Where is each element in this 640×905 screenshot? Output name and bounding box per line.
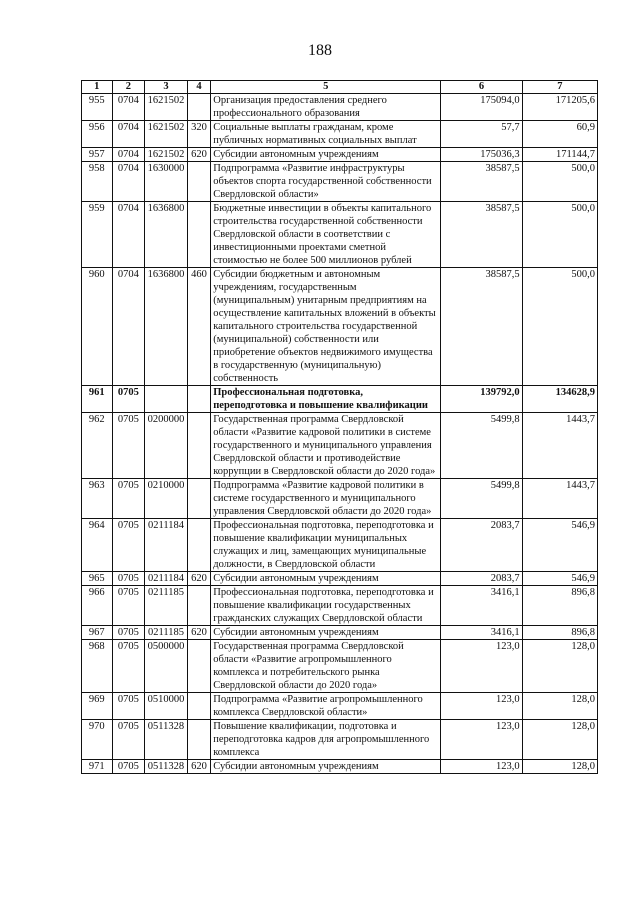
description-cell: Организация предоставления среднего профессионального образования [211, 94, 441, 121]
description-cell: Субсидии бюджетным и автономным учреждениям, государственным (муниципальным) унитарным предприятиям на осуществление капитальных вложений в объекты капитального строительства государственной (муниципальной) собственности или приобретение объектов недвижимого имущества в государственную (муниципальную) собственность [211, 268, 441, 386]
description-cell: Субсидии автономным учреждениям [211, 760, 441, 774]
amount-year2-cell: 171205,6 [522, 94, 597, 121]
section-code-cell: 0705 [112, 572, 145, 586]
table-row [82, 386, 598, 413]
amount-year1-cell: 175094,0 [441, 94, 522, 121]
amount-year2-cell: 896,8 [522, 626, 597, 640]
section-code-cell: 0704 [112, 148, 145, 162]
expense-type-cell: 620 [187, 626, 210, 640]
amount-year2-cell: 500,0 [522, 202, 597, 268]
page-number: 188 [308, 42, 332, 59]
target-code-cell: 0211185 [145, 626, 188, 640]
description-cell: Субсидии автономным учреждениям [211, 626, 441, 640]
section-code-cell: 0704 [112, 268, 145, 386]
table-header-row [82, 81, 598, 94]
amount-year1-cell: 38587,5 [441, 162, 522, 202]
target-code-cell: 1636800 [145, 202, 188, 268]
expense-type-cell [187, 386, 210, 413]
amount-year1-cell: 139792,0 [441, 386, 522, 413]
section-code-cell: 0705 [112, 479, 145, 519]
amount-year1-cell: 123,0 [441, 640, 522, 693]
expense-type-cell: 320 [187, 121, 210, 148]
expense-type-cell [187, 202, 210, 268]
expense-type-cell [187, 519, 210, 572]
description-cell: Подпрограмма «Развитие кадровой политики в системе государственного и муниципального управления Свердловской области до 2020 года» [211, 479, 441, 519]
amount-year2-cell: 128,0 [522, 693, 597, 720]
expense-type-cell: 620 [187, 572, 210, 586]
table-row [82, 760, 598, 774]
amount-year2-cell: 128,0 [522, 720, 597, 760]
amount-year1-cell: 2083,7 [441, 519, 522, 572]
table-row [82, 162, 598, 202]
amount-year1-cell: 2083,7 [441, 572, 522, 586]
section-code-cell: 0705 [112, 586, 145, 626]
amount-year1-cell: 3416,1 [441, 626, 522, 640]
row-number-cell: 961 [82, 386, 113, 413]
row-number-cell: 964 [82, 519, 113, 572]
row-number-cell: 963 [82, 479, 113, 519]
budget-table [81, 80, 598, 774]
section-code-cell: 0705 [112, 519, 145, 572]
row-number-cell: 957 [82, 148, 113, 162]
row-number-cell: 970 [82, 720, 113, 760]
expense-type-cell: 620 [187, 148, 210, 162]
expense-type-cell [187, 94, 210, 121]
amount-year2-cell: 1443,7 [522, 479, 597, 519]
section-code-cell: 0705 [112, 720, 145, 760]
table-row [82, 572, 598, 586]
table-row [82, 479, 598, 519]
target-code-cell: 0210000 [145, 479, 188, 519]
column-header: 6 [441, 81, 522, 94]
description-cell: Бюджетные инвестиции в объекты капитального строительства государственной собственности Свердловской области в соответствии с инвестиционными проектами сметной стоимостью не более 500 миллионов рублей [211, 202, 441, 268]
target-code-cell: 1621502 [145, 148, 188, 162]
target-code-cell [145, 386, 188, 413]
target-code-cell: 1621502 [145, 121, 188, 148]
section-code-cell: 0704 [112, 121, 145, 148]
amount-year2-cell: 500,0 [522, 268, 597, 386]
expense-type-cell [187, 479, 210, 519]
row-number-cell: 968 [82, 640, 113, 693]
expense-type-cell [187, 640, 210, 693]
section-code-cell: 0704 [112, 162, 145, 202]
amount-year2-cell: 171144,7 [522, 148, 597, 162]
description-cell: Профессиональная подготовка, переподготовка и повышение квалификации муниципальных служащих и лиц, замещающих муниципальные должности, в Свердловской области [211, 519, 441, 572]
table-row [82, 720, 598, 760]
target-code-cell: 0510000 [145, 693, 188, 720]
description-cell: Субсидии автономным учреждениям [211, 148, 441, 162]
column-header: 4 [187, 81, 210, 94]
section-code-cell: 0705 [112, 386, 145, 413]
row-number-cell: 959 [82, 202, 113, 268]
amount-year2-cell: 546,9 [522, 519, 597, 572]
description-cell: Подпрограмма «Развитие инфраструктуры объектов спорта государственной собственности Свердловской области» [211, 162, 441, 202]
row-number-cell: 966 [82, 586, 113, 626]
table-row [82, 693, 598, 720]
table-row [82, 268, 598, 386]
section-code-cell: 0704 [112, 202, 145, 268]
column-header: 7 [522, 81, 597, 94]
amount-year1-cell: 175036,3 [441, 148, 522, 162]
expense-type-cell [187, 586, 210, 626]
row-number-cell: 971 [82, 760, 113, 774]
table-row [82, 640, 598, 693]
expense-type-cell [187, 162, 210, 202]
expense-type-cell [187, 693, 210, 720]
amount-year1-cell: 123,0 [441, 760, 522, 774]
table-row [82, 413, 598, 479]
table-row [82, 202, 598, 268]
description-cell: Профессиональная подготовка, переподготовка и повышение квалификации государственных гражданских служащих Свердловской области [211, 586, 441, 626]
row-number-cell: 965 [82, 572, 113, 586]
target-code-cell: 1636800 [145, 268, 188, 386]
row-number-cell: 967 [82, 626, 113, 640]
target-code-cell: 1621502 [145, 94, 188, 121]
amount-year2-cell: 60,9 [522, 121, 597, 148]
target-code-cell: 0511328 [145, 720, 188, 760]
row-number-cell: 956 [82, 121, 113, 148]
section-code-cell: 0705 [112, 693, 145, 720]
row-number-cell: 962 [82, 413, 113, 479]
expense-type-cell: 620 [187, 760, 210, 774]
column-header: 3 [145, 81, 188, 94]
row-number-cell: 958 [82, 162, 113, 202]
section-code-cell: 0705 [112, 626, 145, 640]
amount-year2-cell: 500,0 [522, 162, 597, 202]
table-row [82, 519, 598, 572]
section-code-cell: 0704 [112, 94, 145, 121]
target-code-cell: 0211185 [145, 586, 188, 626]
table-row [82, 94, 598, 121]
amount-year2-cell: 546,9 [522, 572, 597, 586]
column-header: 2 [112, 81, 145, 94]
section-code-cell: 0705 [112, 413, 145, 479]
amount-year1-cell: 5499,8 [441, 479, 522, 519]
amount-year2-cell: 128,0 [522, 760, 597, 774]
column-header: 1 [82, 81, 113, 94]
expense-type-cell [187, 413, 210, 479]
target-code-cell: 0500000 [145, 640, 188, 693]
section-code-cell: 0705 [112, 640, 145, 693]
description-cell: Повышение квалификации, подготовка и переподготовка кадров для агропромышленного комплекса [211, 720, 441, 760]
description-cell: Государственная программа Свердловской области «Развитие кадровой политики в системе государственного и муниципального управления Свердловской области и противодействие коррупции в Свердловской области до 2020 года» [211, 413, 441, 479]
amount-year1-cell: 38587,5 [441, 268, 522, 386]
row-number-cell: 969 [82, 693, 113, 720]
description-cell: Подпрограмма «Развитие агропромышленного комплекса Свердловской области» [211, 693, 441, 720]
amount-year1-cell: 57,7 [441, 121, 522, 148]
target-code-cell: 1630000 [145, 162, 188, 202]
table-row [82, 586, 598, 626]
table-row [82, 626, 598, 640]
amount-year1-cell: 123,0 [441, 693, 522, 720]
amount-year2-cell: 1443,7 [522, 413, 597, 479]
row-number-cell: 960 [82, 268, 113, 386]
target-code-cell: 0511328 [145, 760, 188, 774]
amount-year1-cell: 5499,8 [441, 413, 522, 479]
target-code-cell: 0211184 [145, 572, 188, 586]
target-code-cell: 0200000 [145, 413, 188, 479]
amount-year2-cell: 128,0 [522, 640, 597, 693]
amount-year2-cell: 896,8 [522, 586, 597, 626]
description-cell: Профессиональная подготовка, переподготовка и повышение квалификации [211, 386, 441, 413]
amount-year2-cell: 134628,9 [522, 386, 597, 413]
expense-type-cell [187, 720, 210, 760]
amount-year1-cell: 38587,5 [441, 202, 522, 268]
description-cell: Социальные выплаты гражданам, кроме публичных нормативных социальных выплат [211, 121, 441, 148]
table-row [82, 148, 598, 162]
section-code-cell: 0705 [112, 760, 145, 774]
expense-type-cell: 460 [187, 268, 210, 386]
row-number-cell: 955 [82, 94, 113, 121]
column-header: 5 [211, 81, 441, 94]
description-cell: Субсидии автономным учреждениям [211, 572, 441, 586]
amount-year1-cell: 123,0 [441, 720, 522, 760]
target-code-cell: 0211184 [145, 519, 188, 572]
amount-year1-cell: 3416,1 [441, 586, 522, 626]
table-row [82, 121, 598, 148]
description-cell: Государственная программа Свердловской области «Развитие агропромышленного комплекса и потребительского рынка Свердловской области до 2020 года» [211, 640, 441, 693]
